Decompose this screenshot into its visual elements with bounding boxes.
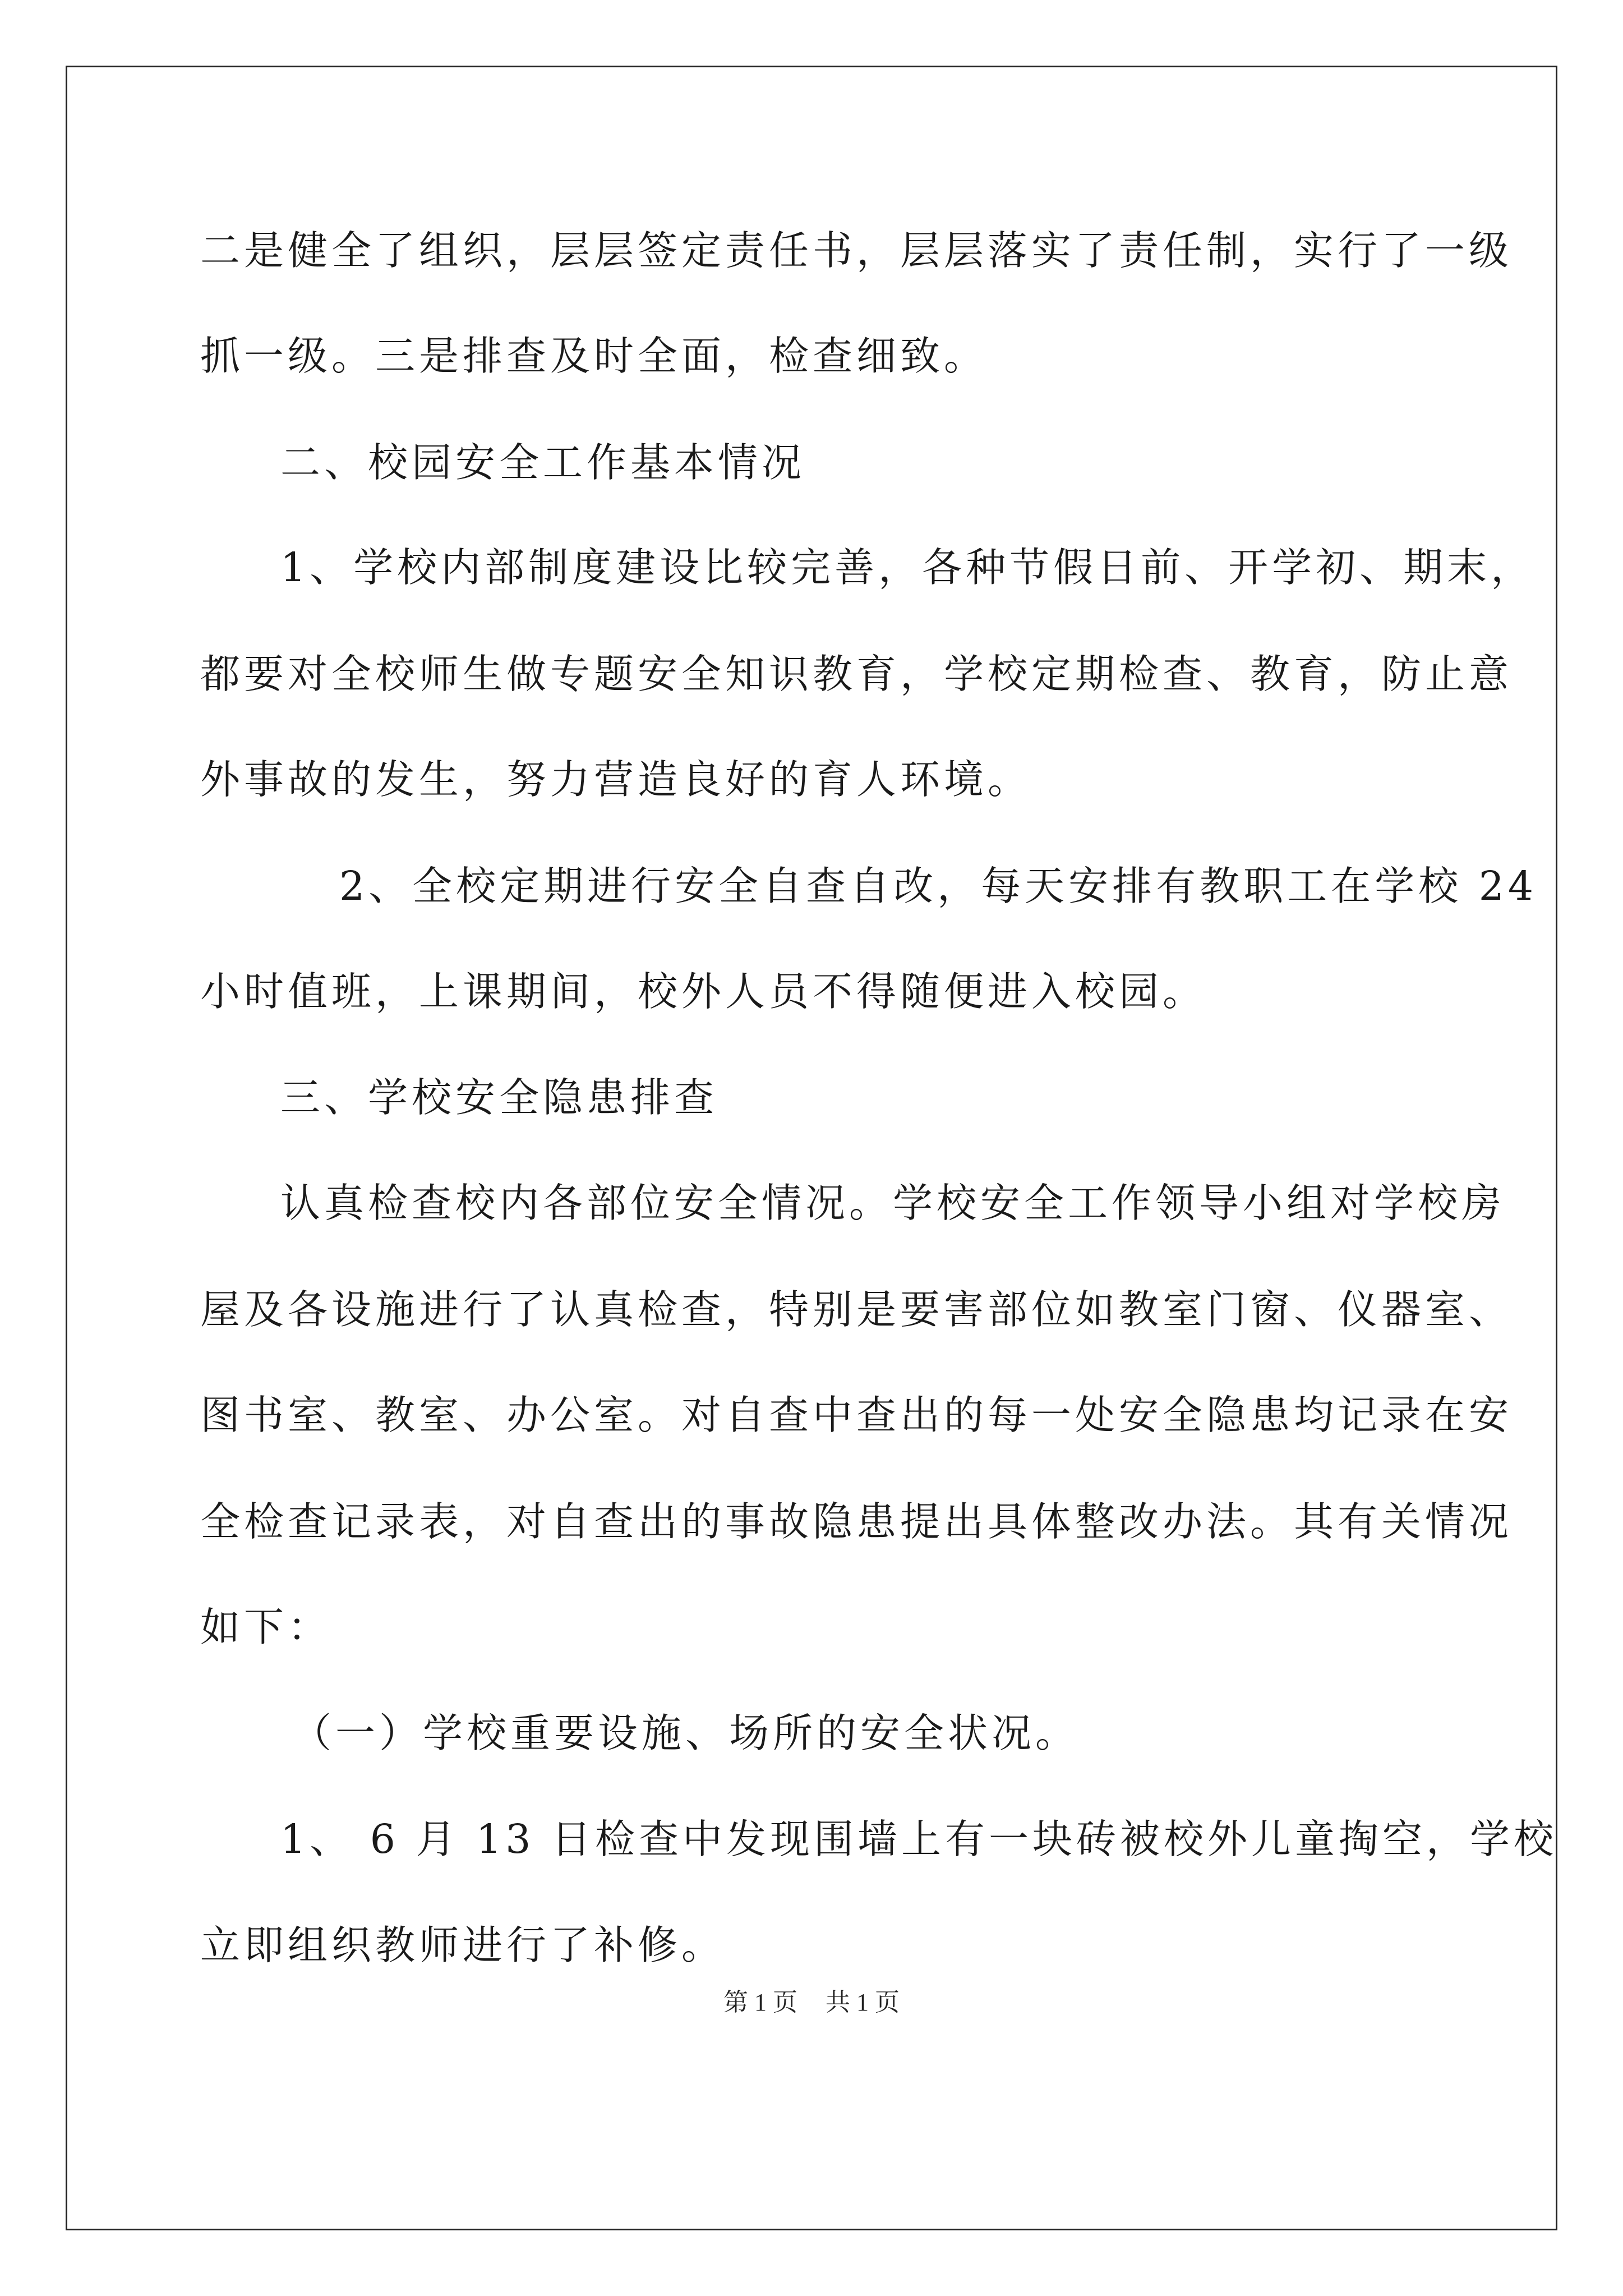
paragraph-line-1: 二是健全了组织，层层签定责任书，层层落实了责任制，实行了一级 (200, 227, 1513, 274)
paragraph-line-2: 抓一级。三是排查及时全面，检查细致。 (200, 333, 988, 379)
paragraph-line-12: 如下： (200, 1604, 332, 1650)
paragraph-line-7: 小时值班，上课期间，校外人员不得随便进入校园。 (200, 968, 1207, 1015)
section-heading-2: 二、校园安全工作基本情况 (280, 439, 806, 486)
page-number-current: 第 1 页 (723, 1989, 797, 2016)
paragraph-line-13: 1、 6 月 13 日检查中发现围墙上有一块砖被校外儿童掏空，学校 (280, 1816, 1557, 1862)
subsection-heading-1: （一）学校重要设施、场所的安全状况。 (292, 1710, 1080, 1756)
paragraph-line-5: 外事故的发生，努力营造良好的育人环境。 (200, 756, 1032, 803)
paragraph-line-6: 2、全校定期进行安全自查自改，每天安排有教职工在学校 24 (339, 863, 1538, 909)
paragraph-line-11: 全检查记录表，对自查出的事故隐患提出具体整改办法。其有关情况 (200, 1498, 1513, 1545)
paragraph-line-9: 屋及各设施进行了认真检查，特别是要害部位如教室门窗、仪器室、 (200, 1286, 1513, 1333)
section-heading-3: 三、学校安全隐患排查 (280, 1074, 718, 1121)
paragraph-line-8: 认真检查校内各部位安全情况。学校安全工作领导小组对学校房 (280, 1180, 1506, 1226)
paragraph-line-14: 立即组织教师进行了补修。 (200, 1922, 726, 1968)
paragraph-line-4: 都要对全校师生做专题安全知识教育，学校定期检查、教育，防止意 (200, 651, 1513, 697)
page-footer (0, 1986, 1623, 2019)
page-number-total: 共 1 页 (826, 1989, 900, 2016)
paragraph-line-3: 1、学校内部制度建设比较完善，各种节假日前、开学初、期末， (280, 544, 1535, 591)
page-border (66, 66, 1557, 2230)
paragraph-line-10: 图书室、教室、办公室。对自查中查出的每一处安全隐患均记录在安 (200, 1392, 1513, 1438)
